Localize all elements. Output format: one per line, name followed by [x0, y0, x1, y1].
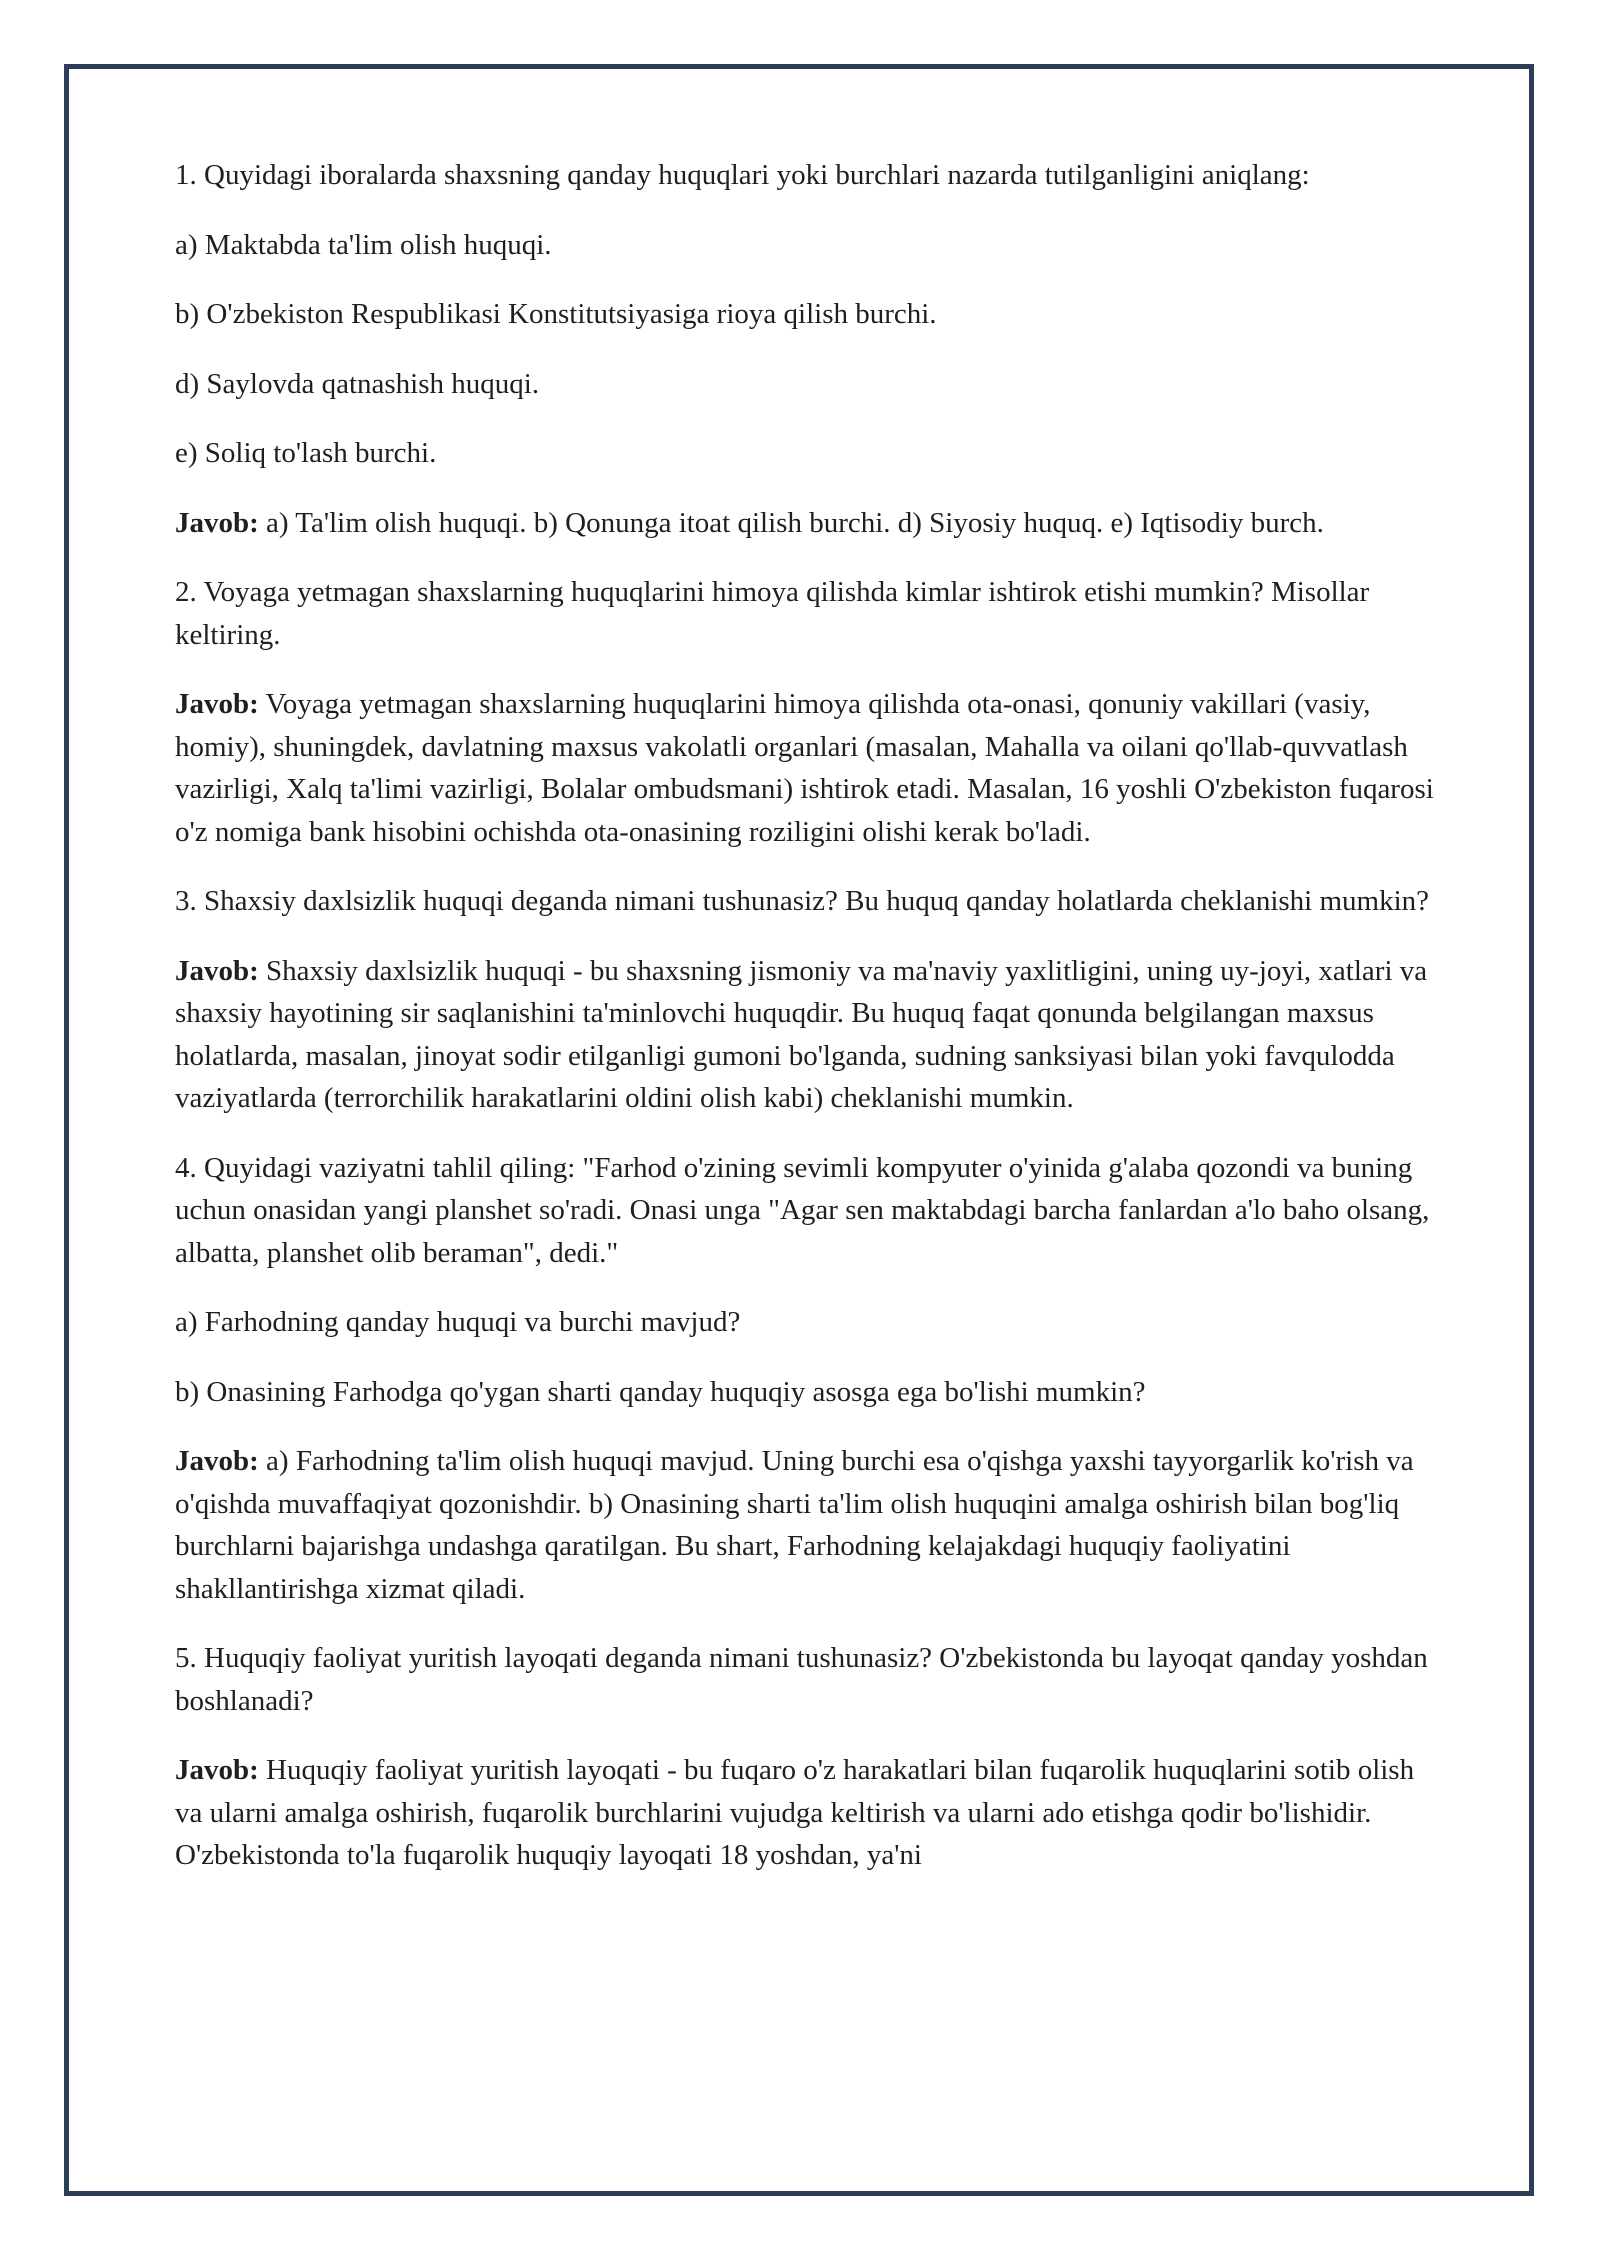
- question-3: 3. Shaxsiy daxlsizlik huquqi deganda nimani tushunasiz? Bu huquq qanday holatlarda cheklanishi mumkin?: [175, 885, 1430, 917]
- answer-2: [175, 683, 1445, 853]
- question-4-option-b: b) Onasining Farhodga qo'ygan sharti qanday huquqiy asosga ega bo'lishi mumkin?: [175, 1375, 1146, 1408]
- answer-5-text: Huquqiy faoliyat yuritish layoqati - bu fuqaro o'z harakatlari bilan fuqarolik huquqlarini sotib olish va ularni amalga oshirish, fuqarolik burchlarini vujudga keltirish va ularni ado etishga qodir bo'lishidir. O'zbekistonda to'la fuqarolik huquqiy layoqati 18 yoshdan, ya'ni: [175, 1754, 1415, 1871]
- answer-2-text: Voyaga yetmagan shaxslarning huquqlarini himoya qilishda ota-onasi, qonuniy vakillari (vasiy, homiy), shuningdek, davlatning maxsus vakolatli organlari (masalan, Mahalla va oilani qo'llab-quvvatlash vazirligi, Xalq ta'limi vazirligi, Bolalar ombudsmani) ishtirok etadi. Masalan, 16 yoshli O'zbekiston fuqarosi o'z nomiga bank hisobini ochishda ota-onasining roziligini olishi kerak bo'ladi.: [175, 688, 1434, 848]
- answer-4-text: a) Farhodning ta'lim olish huquqi mavjud. Uning burchi esa o'qishga yaxshi tayyorgarlik ko'rish va o'qishda muvaffaqiyat qozonishdir. b) Onasining sharti ta'lim olish huquqini amalga oshirish bilan bog'liq burchlarni bajarishga undashga qaratilgan. Bu shart, Farhodning kelajakdagi huquqiy faoliyatini shakllantirishga xizmat qiladi.: [175, 1445, 1414, 1605]
- answer-label: Javob:: [175, 1754, 259, 1786]
- question-4-option-a: a) Farhodning qanday huquqi va burchi mavjud?: [175, 1306, 741, 1338]
- answer-3: [175, 950, 1445, 1120]
- answer-4: [175, 1440, 1445, 1610]
- answer-label: Javob:: [175, 954, 259, 987]
- answer-label: Javob:: [175, 688, 259, 720]
- answer-label: Javob:: [175, 1445, 259, 1477]
- question-1-option-e: e) Soliq to'lash burchi.: [175, 437, 437, 469]
- answer-label: Javob:: [175, 506, 259, 539]
- document-body: [175, 154, 1445, 1904]
- question-1-option-d: d) Saylovda qatnashish huquqi.: [175, 367, 540, 400]
- answer-5: [175, 1749, 1445, 1877]
- answer-1-text: a) Ta'lim olish huquqi. b) Qonunga itoat qilish burchi. d) Siyosiy huquq. e) Iqtisodiy burch.: [258, 506, 1324, 539]
- answer-1: [175, 502, 1445, 545]
- answer-3-text: Shaxsiy daxlsizlik huquqi - bu shaxsning jismoniy va ma'naviy yaxlitligini, uning uy-joyi, xatlari va shaxsiy hayotining sir saqlanishini ta'minlovchi huquqdir. Bu huquq faqat qonunda belgilangan maxsus holatlarda, masalan, jinoyat sodir etilganligi gumoni bo'lganda, sudning sanksiyasi bilan yoki favqulodda vaziyatlarda (terrorchilik harakatlarini oldini olish kabi) cheklanishi mumkin.: [175, 954, 1428, 1114]
- question-2: 2. Voyaga yetmagan shaxslarning huquqlarini himoya qilishda kimlar ishtirok etishi mumkin? Misollar keltiring.: [175, 576, 1370, 651]
- question-4: 4. Quyidagi vaziyatni tahlil qiling: "Farhod o'zining sevimli kompyuter o'yinida g'alaba qozondi va buning uchun onasidan yangi planshet so'radi. Onasi unga "Agar sen maktabdagi barcha fanlardan a'lo baho olsang, albatta, planshet olib beraman", dedi.": [175, 1151, 1430, 1269]
- question-1: 1. Quyidagi iboralarda shaxsning qanday huquqlari yoki burchlari nazarda tutilganligini aniqlang:: [175, 159, 1310, 191]
- question-1-option-b: b) O'zbekiston Respublikasi Konstitutsiyasiga rioya qilish burchi.: [175, 298, 937, 330]
- question-5: 5. Huquqiy faoliyat yuritish layoqati deganda nimani tushunasiz? O'zbekistonda bu layoqat qanday yoshdan boshlanadi?: [175, 1642, 1428, 1717]
- question-1-option-a: a) Maktabda ta'lim olish huquqi.: [175, 228, 552, 261]
